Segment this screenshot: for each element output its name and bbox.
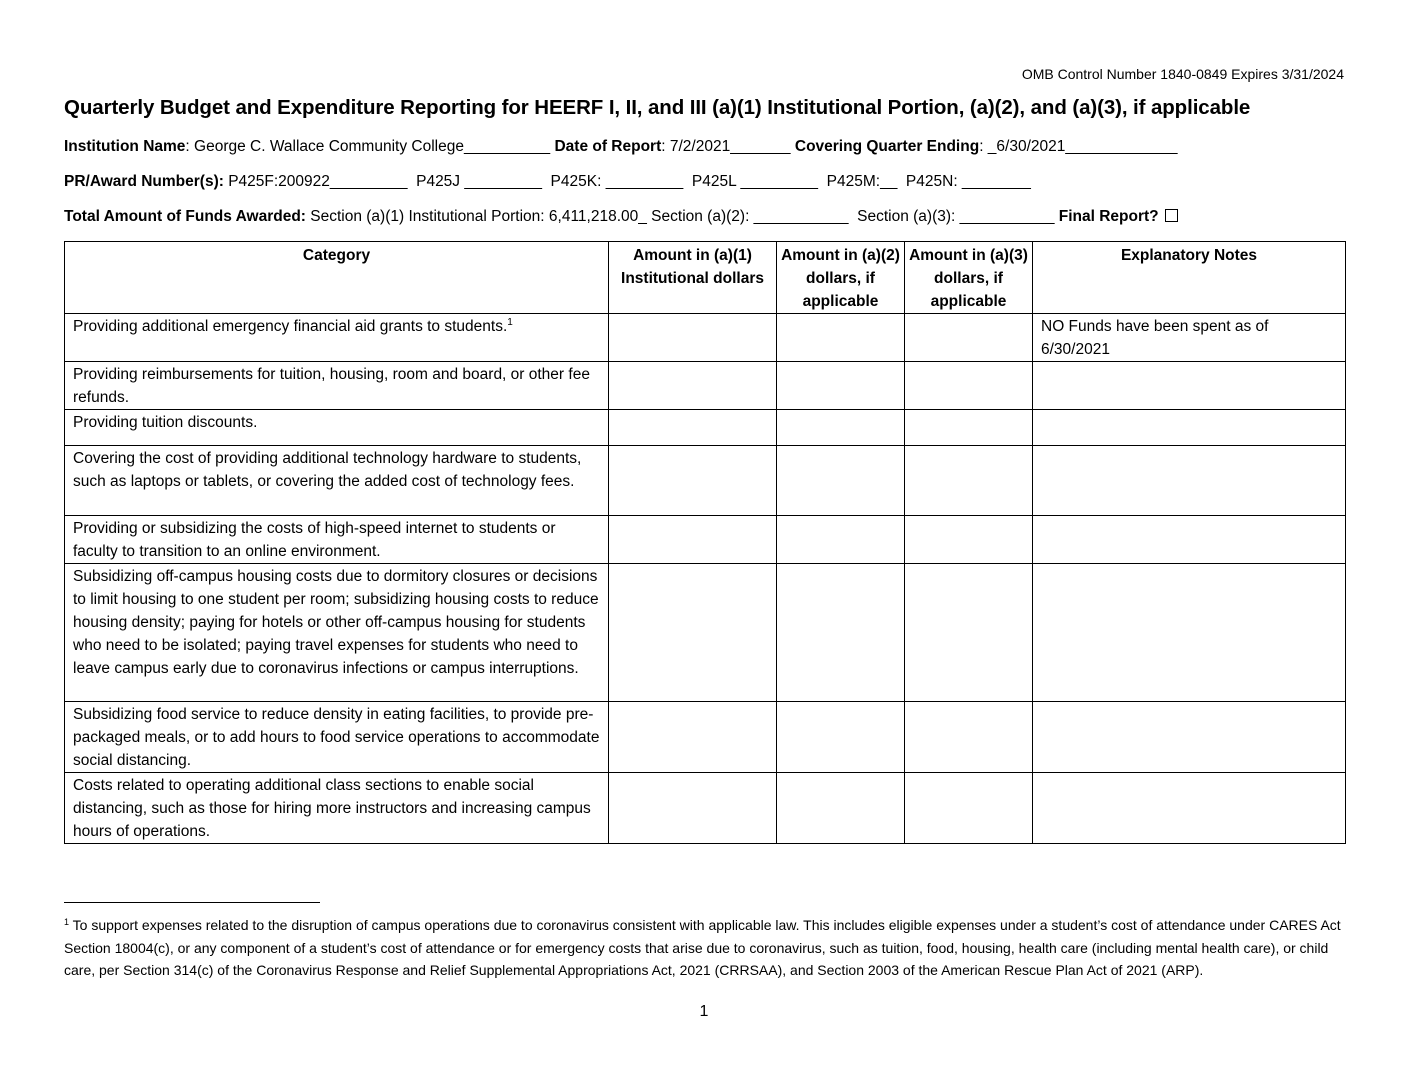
header-explanatory-notes: Explanatory Notes	[1033, 242, 1346, 314]
a2-amount-cell[interactable]	[777, 516, 905, 564]
expenditure-table	[64, 241, 1346, 844]
a2-amount-cell[interactable]	[777, 314, 905, 362]
a2-amount-cell[interactable]	[777, 702, 905, 773]
award-numbers-label: PR/Award Number(s):	[64, 173, 224, 190]
date-of-report-label: Date of Report	[554, 138, 662, 155]
a2-amount-cell[interactable]	[777, 564, 905, 702]
explanatory-notes-cell[interactable]	[1033, 314, 1346, 362]
footnote-reference: 1	[507, 317, 513, 328]
category-cell	[65, 564, 609, 702]
explanatory-notes-cell[interactable]	[1033, 516, 1346, 564]
header-a1-dollars: Amount in (a)(1) Institutional dollars	[609, 242, 777, 314]
a3-amount-cell[interactable]	[905, 516, 1033, 564]
award-numbers-line	[64, 173, 1344, 191]
a3-amount-cell[interactable]	[905, 314, 1033, 362]
institution-name-value: : George C. Wallace Community College__________	[185, 138, 551, 155]
page-number: 1	[699, 1003, 709, 1020]
category-cell	[65, 314, 609, 362]
table-row	[65, 362, 1346, 410]
explanatory-notes-cell[interactable]	[1033, 410, 1346, 446]
footnote-marker: 1	[64, 917, 70, 927]
category-cell-text: Providing tuition discounts.	[73, 414, 258, 431]
category-cell-text: Covering the cost of providing additional technology hardware to students, such as laptops or tablets, or covering the added cost of technology fees.	[73, 450, 582, 490]
total-funds-label: Total Amount of Funds Awarded:	[64, 208, 306, 225]
covering-quarter-label: Covering Quarter Ending	[794, 138, 980, 155]
page-title: Quarterly Budget and Expenditure Reporting for HEERF I, II, and III (a)(1) Institutional Portion, (a)(2), and (a)(3), if applicable	[64, 96, 1251, 119]
table-row	[65, 446, 1346, 516]
footnote-text: To support expenses related to the disruption of campus operations due to coronavirus consistent with applicable law. This includes eligible expenses under a student’s cost of attendance under CARES Act Section 18004(c), or any component of a student’s cost of attendance or for emergency costs that arise due to coronavirus, such as tuition, food, housing, health care (including mental health care), or child care, per Section 314(c) of the Coronavirus Response and Relief Supplemental Appropriations Act, 2021 (CRRSAA), and Section 2003 of the American Rescue Plan Act of 2021 (ARP).	[64, 917, 1341, 978]
category-cell-text: Subsidizing off-campus housing costs due to dormitory closures or decisions to limit housing to one student per room; subsidizing housing costs to reduce housing density; paying for hotels or other off-campus housing for students who need to be isolated; paying travel expenses for students who need to leave campus early due to coronavirus infections or campus interruptions.	[73, 568, 599, 677]
table-row	[65, 516, 1346, 564]
total-funds-line	[64, 208, 1344, 226]
footnote-divider	[64, 902, 320, 903]
category-cell-text: Costs related to operating additional class sections to enable social distancing, such as those for hiring more instructors and increasing campus hours of operations.	[73, 777, 591, 840]
institution-line	[64, 138, 1344, 156]
a1-amount-cell[interactable]	[609, 362, 777, 410]
table-row	[65, 564, 1346, 702]
date-of-report-value: : 7/2/2021_______	[661, 138, 791, 155]
category-cell-text: Providing or subsidizing the costs of high-speed internet to students or faculty to transition to an online environment.	[73, 520, 556, 560]
a2-amount-cell[interactable]	[777, 362, 905, 410]
footnote	[64, 914, 1346, 982]
explanatory-notes-cell[interactable]	[1033, 702, 1346, 773]
explanatory-notes-cell-text: NO Funds have been spent as of 6/30/2021	[1041, 318, 1269, 358]
final-report-checkbox[interactable]	[1165, 209, 1178, 222]
a3-amount-cell[interactable]	[905, 702, 1033, 773]
institution-name-label: Institution Name	[64, 138, 186, 155]
header-a3-dollars: Amount in (a)(3) dollars, if applicable	[905, 242, 1033, 314]
explanatory-notes-cell[interactable]	[1033, 446, 1346, 516]
category-cell-text: Providing reimbursements for tuition, housing, room and board, or other fee refunds.	[73, 366, 590, 406]
category-cell-text: Providing additional emergency financial aid grants to students.	[73, 318, 508, 335]
a3-amount-cell[interactable]	[905, 410, 1033, 446]
category-cell	[65, 362, 609, 410]
table-header-row	[65, 242, 1346, 314]
award-numbers-value: P425F:200922_________ P425J _________ P425K: _________ P425L _________ P425M:__ P425N: ________	[223, 173, 1031, 190]
category-cell	[65, 446, 609, 516]
a3-amount-cell[interactable]	[905, 446, 1033, 516]
explanatory-notes-cell[interactable]	[1033, 362, 1346, 410]
table-row	[65, 773, 1346, 844]
a2-amount-cell[interactable]	[777, 410, 905, 446]
a1-amount-cell[interactable]	[609, 410, 777, 446]
category-cell	[65, 773, 609, 844]
a2-amount-cell[interactable]	[777, 446, 905, 516]
table-row	[65, 702, 1346, 773]
total-funds-value: Section (a)(1) Institutional Portion: 6,411,218.00_ Section (a)(2): ___________ Section (a)(3): ___________	[305, 208, 1059, 225]
a3-amount-cell[interactable]	[905, 564, 1033, 702]
header-category: Category	[65, 242, 609, 314]
table-row	[65, 314, 1346, 362]
covering-quarter-value: : _6/30/2021_____________	[979, 138, 1178, 155]
a2-amount-cell[interactable]	[777, 773, 905, 844]
a3-amount-cell[interactable]	[905, 773, 1033, 844]
category-cell	[65, 516, 609, 564]
header-a2-dollars: Amount in (a)(2) dollars, if applicable	[777, 242, 905, 314]
a3-amount-cell[interactable]	[905, 362, 1033, 410]
explanatory-notes-cell[interactable]	[1033, 564, 1346, 702]
category-cell	[65, 702, 609, 773]
a1-amount-cell[interactable]	[609, 516, 777, 564]
omb-control-number: OMB Control Number 1840-0849 Expires 3/31/2024	[1021, 66, 1344, 82]
a1-amount-cell[interactable]	[609, 773, 777, 844]
a1-amount-cell[interactable]	[609, 446, 777, 516]
a1-amount-cell[interactable]	[609, 702, 777, 773]
explanatory-notes-cell[interactable]	[1033, 773, 1346, 844]
a1-amount-cell[interactable]	[609, 314, 777, 362]
a1-amount-cell[interactable]	[609, 564, 777, 702]
category-cell-text: Subsidizing food service to reduce density in eating facilities, to provide pre-packaged meals, or to add hours to food service operations to accommodate social distancing.	[73, 706, 600, 769]
table-row	[65, 410, 1346, 446]
final-report-label: Final Report?	[1058, 208, 1159, 225]
category-cell	[65, 410, 609, 446]
